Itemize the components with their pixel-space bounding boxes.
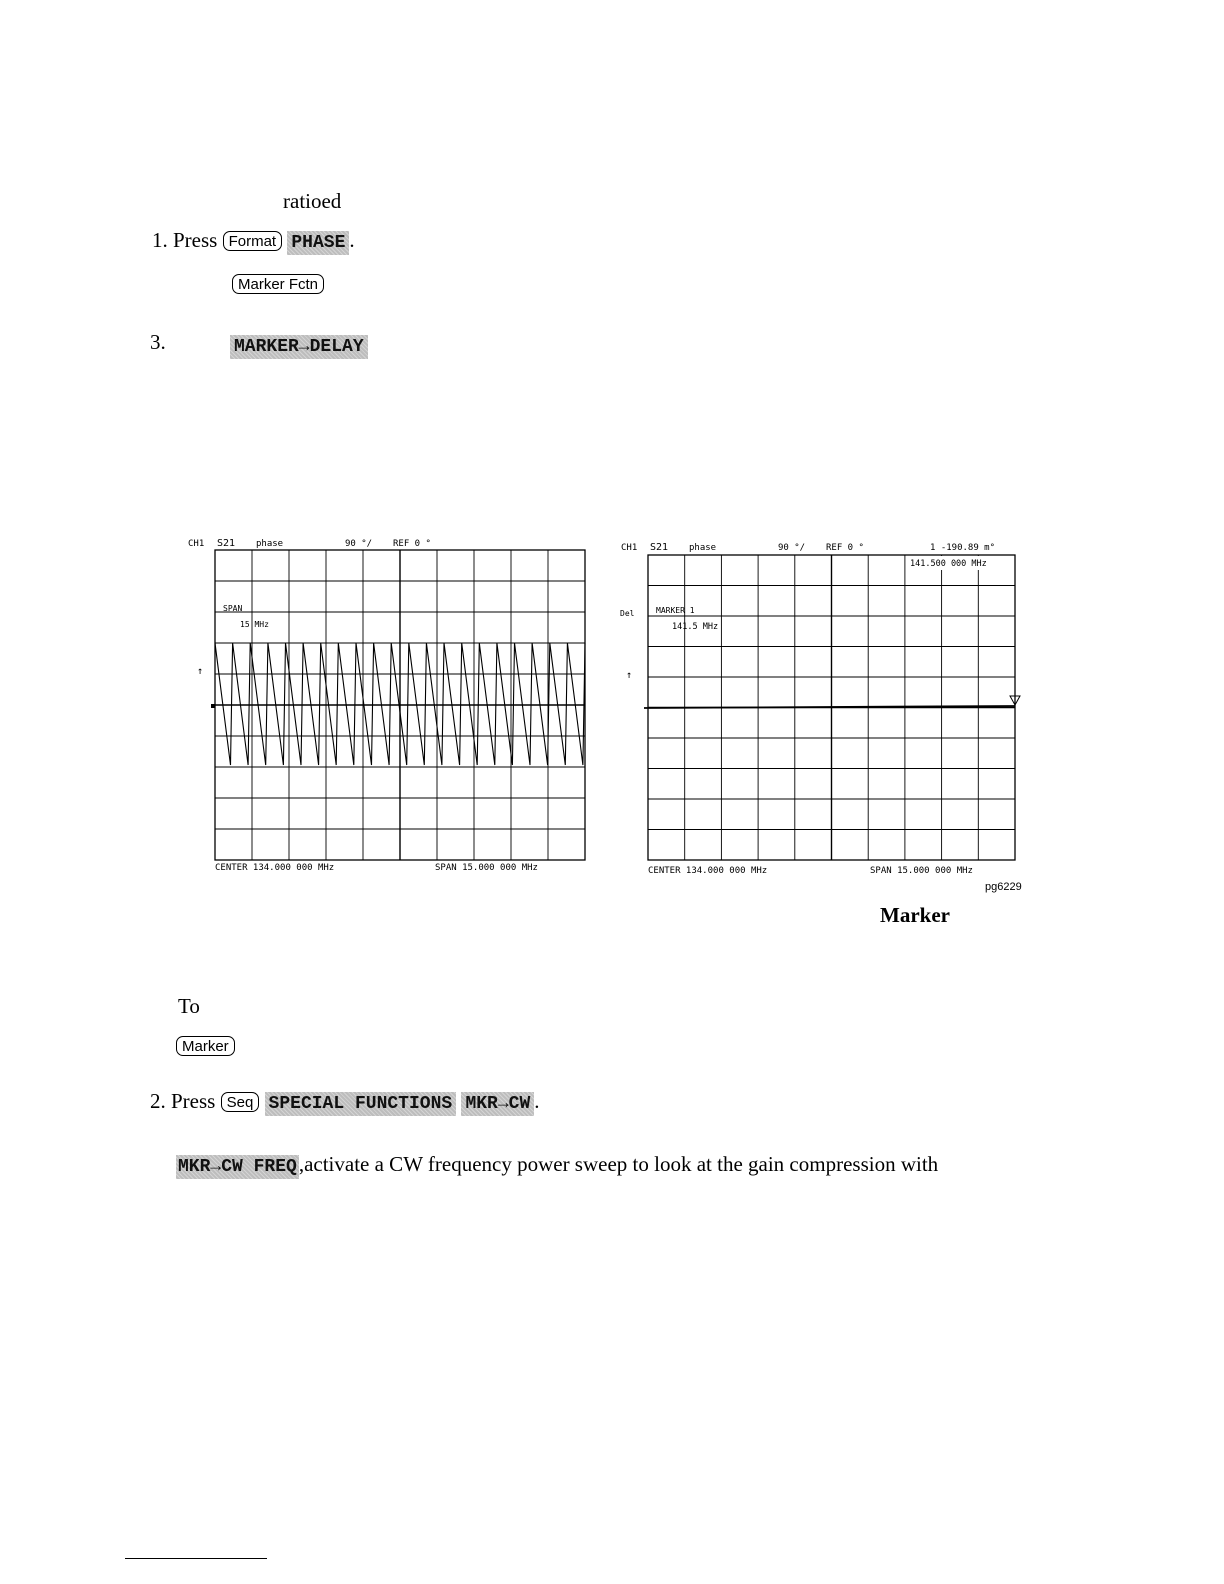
marker-fctn-key[interactable]: Marker Fctn [232,274,324,294]
right-span: SPAN 15.000 000 MHz [870,866,973,876]
word-ratioed: ratioed [283,189,342,213]
right-marker-label: MARKER 1 [656,606,695,615]
mkr-cw-softkey[interactable]: MKR→CW [461,1092,534,1116]
step-2-press: Press [171,1089,216,1113]
right-format: phase [689,543,717,553]
seq-key[interactable]: Seq [221,1092,260,1112]
right-analyzer-screen [618,530,1028,905]
phase-softkey[interactable]: PHASE [287,231,349,255]
svg-text:↑: ↑ [197,666,204,677]
left-param: S21 [217,538,236,549]
left-span-label: SPAN [223,604,243,613]
caption-marker: Marker [880,903,950,927]
left-span-value: 15 MHz [240,620,269,629]
right-del: Del [620,609,635,618]
right-channel: CH1 [621,543,638,553]
step-2-marker-fctn [232,271,324,295]
left-channel: CH1 [188,539,205,549]
step-2-number: 2. [150,1089,166,1113]
format-key[interactable]: Format [223,231,283,251]
right-ref: REF 0 ° [826,543,864,553]
cw-sweep-line [176,1152,938,1179]
marker-key[interactable]: Marker [176,1036,235,1056]
left-format: phase [256,539,284,549]
left-graticule [215,550,585,860]
right-marker-freq: 141.500 000 MHz [910,559,987,569]
step-3 [230,332,368,359]
right-param: S21 [650,542,669,553]
word-to: To [178,994,200,1018]
special-functions-softkey[interactable]: SPECIAL FUNCTIONS [265,1092,457,1116]
right-marker-readout: 1 -190.89 m° [930,543,996,553]
svg-text:↑: ↑ [626,670,633,681]
step-1-number: 1. [152,228,168,252]
right-scale: 90 °/ [778,543,806,553]
right-center: CENTER 134.000 000 MHz [648,866,768,876]
marker-delay-softkey[interactable]: MARKER→DELAY [230,335,368,359]
left-ref-marker [211,704,215,708]
mkr-cw-freq-softkey[interactable]: MKR→CW FREQ [178,1157,297,1177]
left-scale: 90 °/ [345,539,373,549]
step-1-press: Press [173,228,218,252]
left-ref: REF 0 ° [393,539,431,549]
footnote-rule [125,1558,267,1559]
left-center: CENTER 134.000 000 MHz [215,863,335,873]
step-1: 1. Press Format PHASE . [152,228,355,253]
step-2: 2. Press Seq SPECIAL FUNCTIONS MKR→CW . [150,1089,540,1114]
figure-id: pg6229 [985,881,1022,893]
cw-sweep-text: ,activate a CW frequency power sweep to look at the gain compression with [298,1152,939,1176]
left-span: SPAN 15.000 000 MHz [435,863,538,873]
step-3-number: 3. [150,330,166,354]
right-marker-value: 141.5 MHz [672,622,719,632]
marker-key-line [176,1033,235,1057]
left-analyzer-screen [185,530,595,880]
